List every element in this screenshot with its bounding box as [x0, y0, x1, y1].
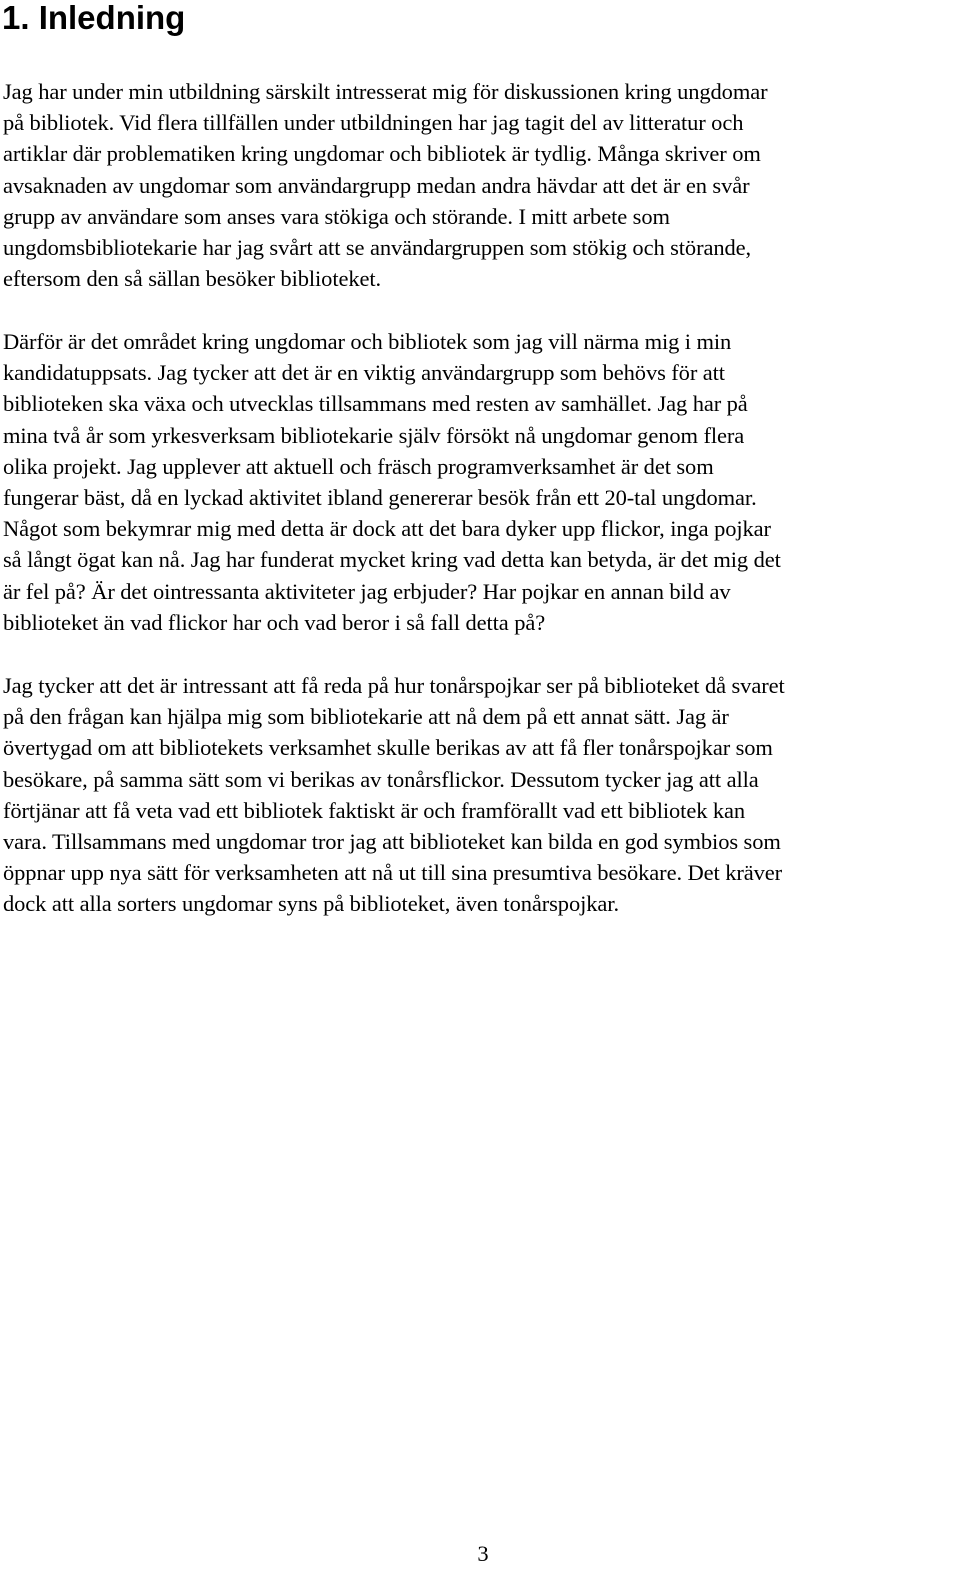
text-line: är fel på? Är det ointressanta aktiviteter jag erbjuder? Har pojkar en annan bild av [3, 578, 731, 604]
text-line: övertygad om att bibliotekets verksamhet skulle berikas av att få fler tonårspojkar som [3, 735, 773, 761]
text-line: ungdomsbibliotekarie har jag svårt att se användargruppen som stökig och störande, [3, 235, 752, 261]
section-heading: 1. Inledning [2, 0, 186, 36]
text-line: på den frågan kan hjälpa mig som bibliotekarie att nå dem på ett annat sätt. Jag är [3, 704, 729, 730]
text-line: Något som bekymrar mig med detta är dock att det bara dyker upp flickor, inga pojkar [3, 516, 771, 542]
text-line: kandidatuppsats. Jag tycker att det är en viktig användargrupp som behövs för att [3, 360, 725, 386]
text-line: förtjänar att få veta vad ett bibliotek faktiskt är och framförallt vad ett bibliotek kan [3, 797, 746, 823]
text-line: besökare, på samma sätt som vi berikas av tonårsflickor. Dessutom tycker jag att alla [3, 766, 759, 792]
text-line: dock att alla sorters ungdomar syns på biblioteket, även tonårspojkar. [3, 891, 619, 917]
text-line: artiklar där problematiken kring ungdomar och bibliotek är tydlig. Många skriver om [3, 141, 761, 167]
page-number: 3 [477, 1541, 489, 1566]
text-line: öppnar upp nya sätt för verksamheten att nå ut till sina presumtiva besökare. Det kräver [3, 860, 783, 886]
text-line: Jag tycker att det är intressant att få reda på hur tonårspojkar ser på biblioteket då svaret [3, 673, 785, 698]
text-line: mina två år som yrkesverksam bibliotekarie själv försökt nå ungdomar genom flera [3, 422, 745, 448]
text-line: grupp av användare som anses vara stökiga och störande. I mitt arbete som [3, 203, 670, 229]
text-line: vara. Tillsammans med ungdomar tror jag att biblioteket kan bilda en god symbios som [3, 829, 781, 855]
text-line: biblioteket än vad flickor har och vad beror i så fall detta på? [3, 609, 546, 635]
text-line: olika projekt. Jag upplever att aktuell och fräsch programverksamhet är det som [3, 453, 714, 479]
text-line: biblioteken ska växa och utvecklas tillsammans med resten av samhället. Jag har på [3, 391, 748, 417]
text-line: Jag har under min utbildning särskilt intresserat mig för diskussionen kring ungdomar [3, 79, 768, 104]
text-line: så långt ögat kan nå. Jag har funderat mycket kring vad detta kan betyda, är det mig det [3, 547, 781, 573]
text-line: eftersom den så sällan besöker biblioteket. [3, 266, 382, 292]
text-line: avsaknaden av ungdomar som användargrupp medan andra hävdar att det är en svår [3, 172, 750, 198]
text-line: Därför är det området kring ungdomar och bibliotek som jag vill närma mig i min [3, 329, 732, 354]
paragraph-3 [3, 670, 960, 920]
text-line: fungerar bäst, då en lyckad aktivitet ibland genererar besök från ett 20-tal ungdomar. [3, 485, 757, 511]
paragraph-1 [3, 76, 960, 294]
text-line: på bibliotek. Vid flera tillfällen under utbildningen har jag tagit del av litteratur och [3, 110, 744, 136]
paragraph-2 [3, 326, 960, 638]
